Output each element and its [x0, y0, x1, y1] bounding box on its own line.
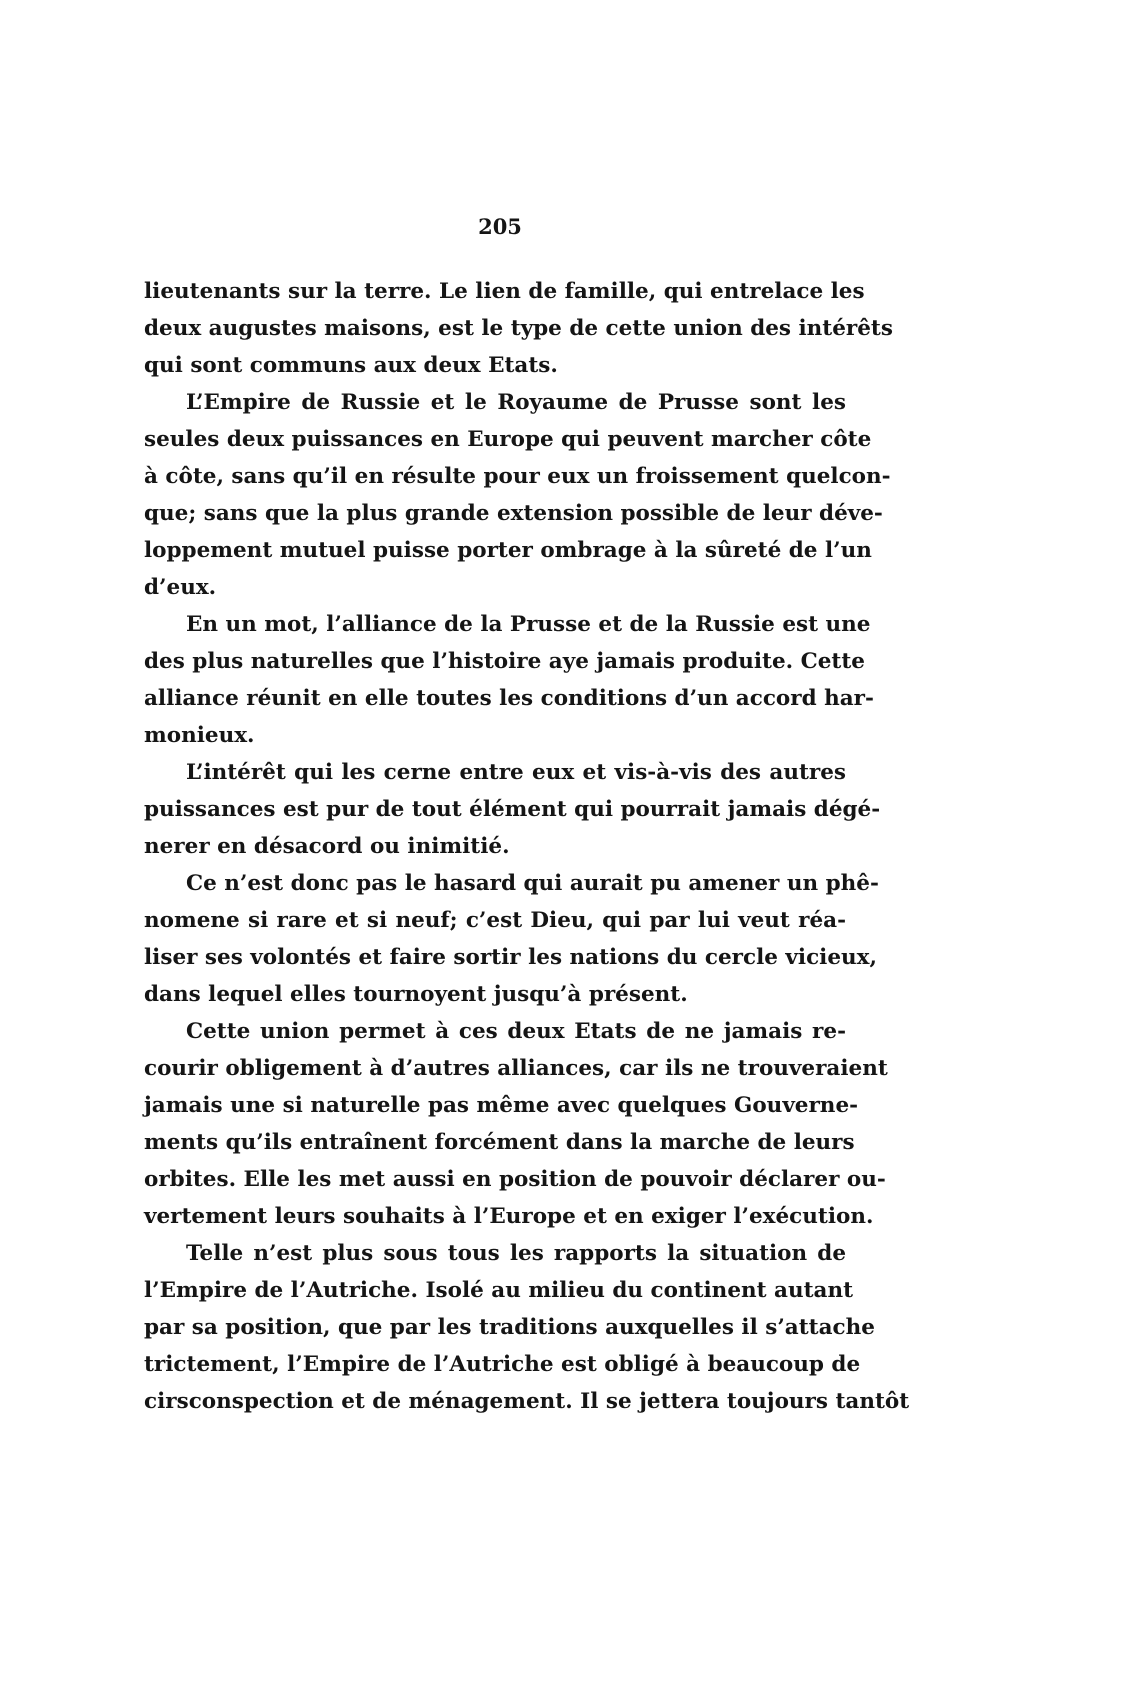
paragraph: [144, 1235, 910, 1420]
paragraph: [144, 273, 893, 384]
text-line: En un mot, l’alliance de la Prusse et de la Russie est une: [186, 612, 871, 637]
text-line: deux augustes maisons, est le type de cette union des intérêts: [144, 316, 893, 341]
text-line: lieutenants sur la terre. Le lien de famille, qui entrelace les: [144, 279, 865, 304]
text-line: d’eux.: [144, 575, 217, 600]
text-line: à côte, sans qu’il en résulte pour eux un froissement quelcon-: [144, 464, 891, 489]
text-line: alliance réunit en elle toutes les conditions d’un accord har-: [144, 686, 874, 711]
text-line: loppement mutuel puisse porter ombrage à la sûreté de l’un: [144, 538, 872, 563]
text-line: nomene si rare et si neuf; c’est Dieu, qui par lui veut réa-: [144, 908, 846, 933]
text-line: par sa position, que par les traditions auxquelles il s’attache: [144, 1315, 875, 1340]
paragraph: [144, 754, 881, 865]
text-line: orbites. Elle les met aussi en position de pouvoir déclarer ou-: [144, 1167, 886, 1192]
paragraph: [144, 384, 891, 606]
text-line: dans lequel elles tournoyent jusqu’à présent.: [144, 982, 688, 1007]
body-text: [144, 273, 910, 1420]
text-line: nerer en désacord ou inimitié.: [144, 834, 510, 859]
text-line: cirsconspection et de ménagement. Il se jettera toujours tantôt: [144, 1389, 910, 1414]
text-line: l’Empire de l’Autriche. Isolé au milieu du continent autant: [144, 1278, 854, 1303]
text-line: Cette union permet à ces deux Etats de ne jamais re-: [186, 1019, 846, 1044]
paragraph: [144, 1013, 888, 1235]
text-line: vertement leurs souhaits à l’Europe et en exiger l’exécution.: [144, 1204, 874, 1229]
text-line: seules deux puissances en Europe qui peuvent marcher côte: [144, 427, 872, 452]
text-line: jamais une si naturelle pas même avec quelques Gouverne-: [144, 1093, 859, 1118]
text-line: courir obligement à d’autres alliances, car ils ne trouveraient: [144, 1056, 888, 1081]
text-line: L’intérêt qui les cerne entre eux et vis-à-vis des autres: [186, 760, 846, 785]
text-line: ments qu’ils entraînent forcément dans la marche de leurs: [144, 1130, 855, 1155]
text-line: Telle n’est plus sous tous les rapports la situation de: [186, 1241, 846, 1266]
paragraph: [144, 865, 879, 1013]
text-line: liser ses volontés et faire sortir les nations du cercle vicieux,: [144, 945, 877, 970]
text-line: Ce n’est donc pas le hasard qui aurait pu amener un phê-: [186, 871, 879, 896]
text-line: L’Empire de Russie et le Royaume de Prusse sont les: [186, 390, 846, 415]
text-line: qui sont communs aux deux Etats.: [144, 353, 558, 378]
text-line: puissances est pur de tout élément qui pourrait jamais dégé-: [144, 797, 881, 822]
text-line: que; sans que la plus grande extension possible de leur déve-: [144, 501, 883, 526]
text-line: des plus naturelles que l’histoire aye jamais produite. Cette: [144, 649, 865, 674]
paragraph: [144, 606, 874, 754]
text-line: monieux.: [144, 723, 255, 748]
text-line: trictement, l’Empire de l’Autriche est obligé à beaucoup de: [144, 1352, 861, 1377]
page-number: 205: [478, 214, 522, 239]
